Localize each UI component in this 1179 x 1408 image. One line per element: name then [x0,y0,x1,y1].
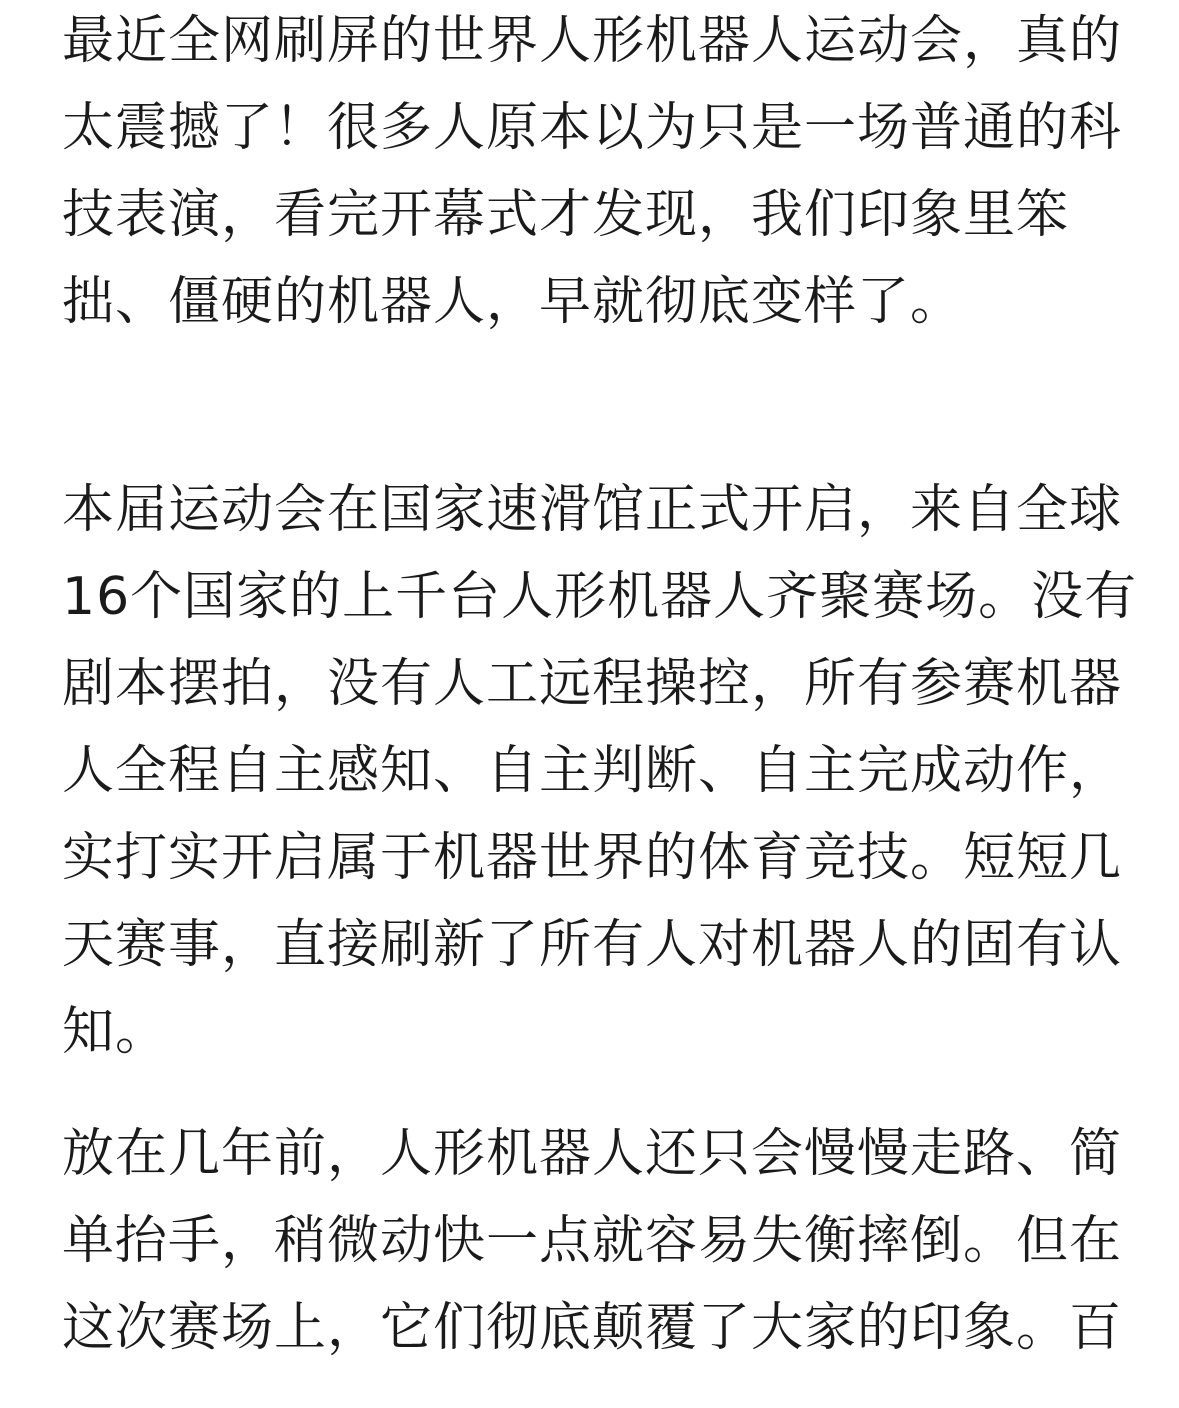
text-line: 这次赛场上，它们彻底颠覆了大家的印象。百 [62,1298,1123,1358]
paragraph-event [62,467,1137,1076]
text-line: 最近全网刷屏的世界人形机器人运动会，真的 [62,11,1123,71]
text-line: 放在几年前，人形机器人还只会慢慢走路、简 [62,1124,1123,1184]
text-line: 太震撼了！很多人原本以为只是一场普通的科 [62,98,1123,158]
text-line: 人全程自主感知、自主判断、自主完成动作， [62,741,1123,801]
text-line: 知。 [62,1002,169,1062]
text-line: 本届运动会在国家速滑馆正式开启，来自全球 [62,480,1123,540]
text-line: 实打实开启属于机器世界的体育竞技。短短几 [62,828,1123,888]
text-line: 天赛事，直接刷新了所有人对机器人的固有认 [62,915,1123,975]
text-line: 剧本摆拍，没有人工远程操控，所有参赛机器 [62,654,1123,714]
text-line: 单抬手，稍微动快一点就容易失衡摔倒。但在 [62,1211,1123,1271]
text-line: 16个国家的上千台人形机器人齐聚赛场。没有 [62,567,1138,627]
text-line: 拙、僵硬的机器人，早就彻底变样了。 [62,272,964,332]
paragraph-comparison [62,1111,1122,1372]
paragraph-intro [62,0,1122,346]
text-line: 技表演，看完开幕式才发现，我们印象里笨 [62,185,1070,245]
